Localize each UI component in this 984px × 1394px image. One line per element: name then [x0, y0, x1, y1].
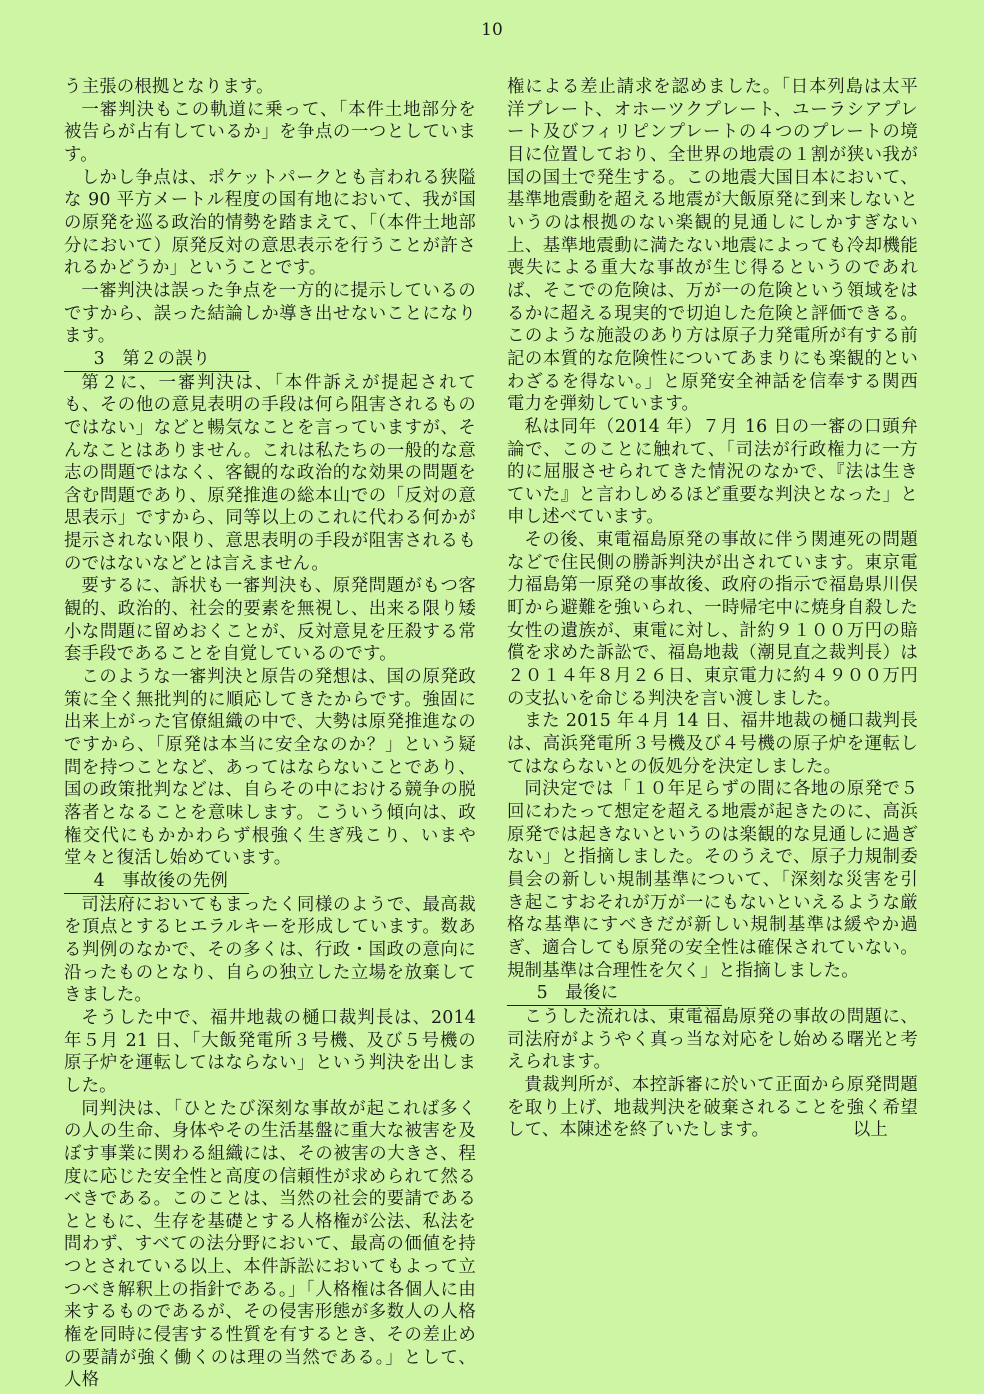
paragraph: 要するに、訴状も一審判決も、原発問題がもつ客観的、政治的、社会的要素を無視し、出来る限り矮小な問題に留めおくことが、反対意見を圧殺する常套手段であることを自覚しているのです。 [64, 576, 476, 665]
paragraph: う主張の根拠となります。 [64, 77, 274, 97]
right-column [507, 76, 918, 1142]
left-column [64, 76, 476, 1392]
paragraph: また 2015 年４月 14 日、福井地裁の樋口裁判長は、高浜発電所３号機及び４号機の原子炉を運転してはならないとの仮処分を決定しました。 [507, 711, 918, 777]
paragraph: 同決定では「１０年足らずの間に各地の原発で５回にわたって想定を超える地震が起きたのに、高浜原発では起きないというのは楽観的な見通しに過ぎない」と指摘しました。そのうえで、原子力規制委員会の新しい規制基準について、「深刻な災害を引き起こすおそれが万が一にもないといえるような厳格な基準にすべきだが新しい規制基準は緩やか過ぎ、適合しても原発の安全性は確保されていない。規制基準は合理性を欠く」と指摘しました。 [507, 779, 918, 981]
paragraph: 権による差止請求を認めました。「日本列島は太平洋プレート、オホーツクプレート、ユーラシアプレート及びフィリピンプレートの４つのプレートの境目に位置しており、全世界の地震の１割が狭い我が国の国土で発生する。この地震大国日本において、基準地震動を超える地震が大飯原発に到来しないというのは根拠のない楽観的見通しにしかすぎない上、基準地震動に満たない地震によっても冷却機能喪失による重大な事故が生じ得るというのであれば、そこでの危険は、万が一の危険という領域をはるかに超える現実的で切迫した危険と評価できる。このような施設のあり方は原子力発電所が有する前記の本質的な危険性についてあまりにも楽観的といわざるを得ない。」と原発安全神話を信奉する関西電力を弾劾しています。 [507, 77, 918, 415]
closing-mark: 以上 [852, 1120, 888, 1141]
paragraph: そうした中で、福井地裁の樋口裁判長は、2014 年５月 21 日、「大飯発電所３号機、及び５号機の原子炉を運転してはならない」という判決を出しました。 [64, 1007, 476, 1096]
page-number: 10 [481, 20, 503, 40]
section-heading: 3 第２の誤り [64, 348, 249, 372]
paragraph: 司法府においてもまったく同様のようで、最高裁を頂点とするヒエラルキーを形成しています。数ある判例のなかで、その多くは、行政・国政の意向に沿ったものとなり、自らの独立した立場を放棄してきました。 [64, 894, 476, 1006]
paragraph: 一審判決もこの軌道に乗って、「本件土地部分を被告らが占有しているか」を争点の一つとしています。 [64, 99, 476, 165]
closing-paragraph [507, 1074, 918, 1142]
paragraph: その後、東電福島原発の事故に伴う関連死の問題などで住民側の勝訴判決が出されています。東京電力福島第一原発の事故後、政府の指示で福島県川俣町から避難を強いられ、一時帰宅中に焼身自殺した女性の遺族が、東電に対し、計約９１００万円の賠償を求めた訴訟で、福島地裁（潮見直之裁判長）は２０１４年８月２６日、東京電力に約４９００万円の支払いを命じる判決を言い渡しました。 [507, 530, 918, 709]
paragraph: しかし争点は、ポケットパークとも言われる狭隘な 90 平方メートル程度の国有地において、我が国の原発を巡る政治的情勢を踏まえて、「（本件土地部分において）原発反対の意思表示を行うことが許されるかどうか」ということです。 [64, 167, 476, 279]
paragraph: 私は同年（2014 年）７月 16 日の一審の口頭弁論で、このことに触れて、「司法が行政権力に一方的に屈服させられてきた情況のなかで、『法は生きていた』と言わしめるほど重要な判決となった」と申し述べています。 [507, 416, 918, 528]
paragraph: 一審判決は誤った争点を一方的に提示しているのですから、誤った結論しか導き出せないことになります。 [64, 280, 476, 347]
section-heading: 4 事故後の先例 [64, 870, 249, 894]
paragraph: 同判決は、「ひとたび深刻な事故が起これば多くの人の生命、身体やその生活基盤に重大な被害を及ぼす事業に関わる組織には、その被害の大きさ、程度に応じた安全性と高度の信頼性が求められて然るべきである。このことは、当然の社会的要請であるとともに、生存を基礎とする人格権が公法、私法を問わず、すべての法分野において、最高の価値を持つとされている以上、本件訴訟においてもよって立つべき解釈上の指針である。」「人格権は各個人に由来するものであるが、その侵害形態が多数人の人格権を同時に侵害する性質を有するとき、その差止めの要請が強く働くのは理の当然である。」として、人格 [64, 1098, 476, 1391]
paragraph: 第２に、一審判決は、「本件訴えが提起されても、その他の意見表明の手段は何ら阻害されるものではない」などと暢気なことを言っていますが、そんなことはありません。これは私たちの一般的な意志の問題ではなく、客観的な政治的な効果の問題を含む問題であり、原発推進の総本山での「反対の意思表示」ですから、同等以上のこれに代わる何かが提示されない限り、意思表明の手段が阻害されるものではないなどとは言えません。 [64, 372, 476, 574]
paragraph: このような一審判決と原告の発想は、国の原発政策に全く無批判的に順応してきたからです。強固に出来上がった官僚組織の中で、大勢は原発推進なのですから、「原発は本当に安全なのか？」という疑問を持つことなど、あってはならないことであり、国の政策批判などは、自らその中における競争の脱落者となることを意味します。こういう傾向は、政権交代にもかかわらず根強く生ぎ残こり、いまや堂々と復活し始めています。 [64, 667, 476, 869]
closing-text: 貴裁判所が、本控訴審に於いて正面から原発問題を取り上げ、地裁判決を破棄されることを強く希望して、本陳述を終了いたします。 [507, 1074, 918, 1141]
section-heading: 5 最後に [507, 982, 722, 1006]
paragraph: こうした流れは、東電福島原発の事故の問題に、司法府がようやく真っ当な対応をし始める曙光と考えられます。 [507, 1006, 918, 1073]
